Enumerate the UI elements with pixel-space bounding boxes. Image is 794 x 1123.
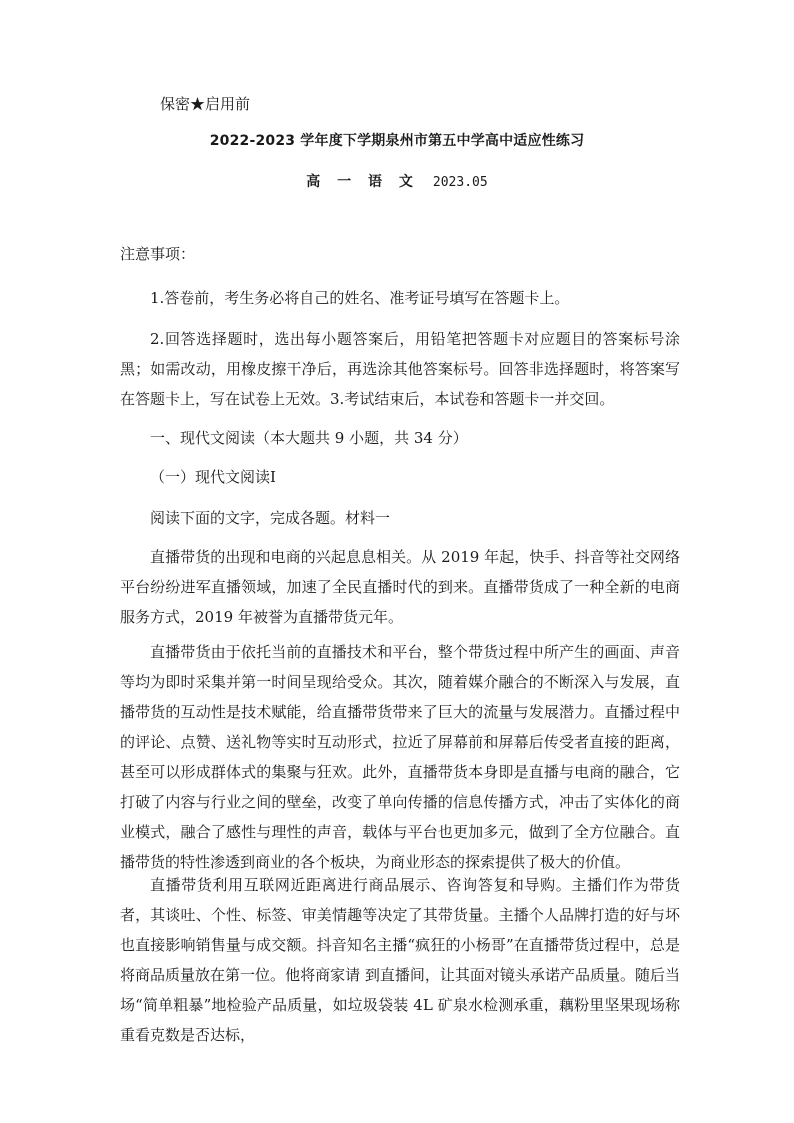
exam-title: 2022-2023 学年度下学期泉州市第五中学高中适应性练习 bbox=[209, 133, 585, 149]
confidential-mark: 保密★启用前 bbox=[160, 95, 251, 113]
material-paragraph-1: 直播带货的出现和电商的兴起息息相关。从 2019 年起，快手、抖音等社交网络平台纷纷进军直播领域，加速了全民直播时代的到来。直播带货成了一种全新的电商服务方式，2019 年被誉为直播带货元年。 bbox=[120, 548, 680, 626]
notes-title: 注意事项： bbox=[120, 245, 196, 263]
note-item-2: 2.回答选择题时，选出每小题答案后，用铅笔把答题卡对应题目的答案标号涂黑；如需改动，用橡皮擦干净后，再选涂其他答案标号。回答非选择题时，将答案写在答题卡上，写在试卷上无效。3.考试结束后，本试卷和答题卡一并交回。 bbox=[120, 330, 680, 408]
exam-subtitle bbox=[0, 171, 794, 191]
material-paragraph-3: 直播带货利用互联网近距离进行商品展示、咨询答复和导购。主播们作为带货者，其谈吐、个性、标签、审美情趣等决定了其带货量。主播个人品牌打造的好与坏也直接影响销售量与成交额。抖音知名主播“疯狂的小杨哥”在直播带货过程中，总是将商品质量放在第一位。他将商家请 到直播间，让其面对镜头承诺产品质量。随后当场“简单粗暴”地检验产品质量，如垃圾袋装 4L 矿泉水检测承重，藕粉里坚果现场称重看克数是否达标， bbox=[120, 876, 680, 1044]
reading-instruction: 阅读下面的文字，完成各题。材料一 bbox=[150, 509, 391, 527]
subject-label: 高 一 语 文 bbox=[306, 174, 419, 190]
material-paragraph-2: 直播带货由于依托当前的直播技术和平台，整个带货过程中所产生的画面、声音等均为即时采集并第一时间呈现给受众。其次，随着媒介融合的不断深入与发展，直播带货的互动性是技术赋能，给直播带货带来了巨大的流量与发展潜力。直播过程中的评论、点赞、送礼物等实时互动形式，拉近了屏幕前和屏幕后传受者直接的距离，甚至可以形成群体式的集聚与狂欢。此外，直播带货本身即是直播与电商的融合，它打破了内容与行业之间的壁垒，改变了单向传播的信息传播方式，冲击了实体化的商业模式，融合了感性与理性的声音，载体与平台也更加多元，做到了全方位融合。直播带货的特性渗透到商业的各个板块，为商业形态的探索提供了极大的价值。 bbox=[120, 643, 680, 871]
section-heading: 一、现代文阅读（本大题共 9 小题，共 34 分） bbox=[150, 429, 468, 447]
exam-date: 2023.05 bbox=[432, 175, 488, 190]
note-item-1: 1.答卷前，考生务必将自己的姓名、准考证号填写在答题卡上。 bbox=[150, 289, 570, 307]
subsection-heading: （一）现代文阅读Ⅰ bbox=[150, 468, 276, 486]
